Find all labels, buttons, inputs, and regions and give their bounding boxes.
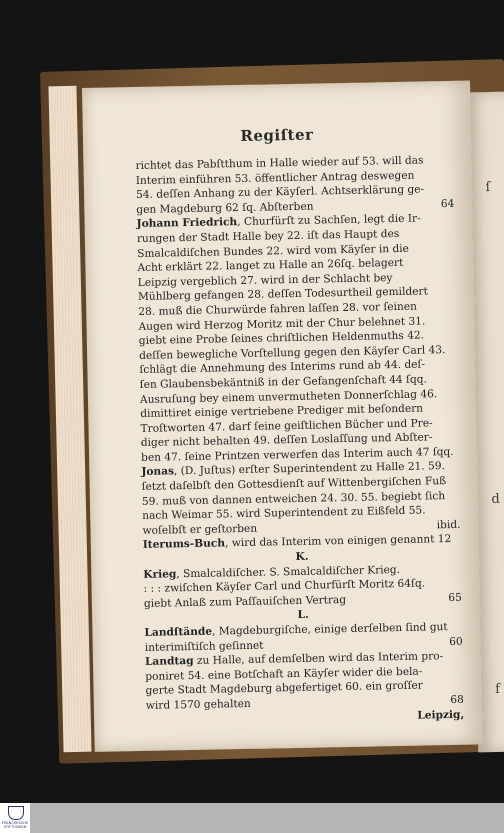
page-reference: ibid. — [436, 518, 461, 532]
line-text: L. — [297, 609, 309, 622]
line-text: Augen wird Herzog Moritz mit der Chur belehnet 31. — [138, 314, 426, 333]
line-text: diger nicht behalten 49. deſſen Loslaſſung und Abſter- — [140, 431, 433, 450]
viewer-bottom-bar — [0, 803, 504, 833]
line-text: wird 1570 gehalten — [145, 697, 251, 712]
line-text: gerte Stadt Magdeburg abgefertiget 60. ein groſſer — [145, 679, 423, 698]
line-text: Troſtworten 47. darf ſeine geiſtlichen Bücher und Pre- — [140, 417, 433, 435]
entry-keyword: Landſtände — [144, 625, 213, 639]
line-text: nach Weimar 55. wird Superintendent zu Eißfeld 55. — [142, 504, 426, 523]
line-text: poniret 54. eine Botſchaft an Käyſer wider die bela- — [145, 665, 423, 683]
line-text: : : : zwiſchen Käyſer Carl und Churfürſt Moritz 64ſq. — [143, 577, 426, 596]
line-text: Landſtände, Magdeburgiſche, einige derſelben ſind gut — [144, 621, 448, 639]
next-page-mark: ſ — [485, 179, 491, 196]
line-text: Ausruſung bey einem unvermutheten Donnerſchlag 46. — [139, 387, 438, 406]
line-text: dimittiret einige vertriebene Prediger mit beſondern — [140, 402, 424, 421]
line-text: Smalcaldiſchen Bundes 22. wird vom Käyſer in die — [137, 242, 410, 260]
entry-keyword: Krieg — [143, 567, 177, 581]
line-text: 54. deſſen Anhang zu der Käyſerl. Achtserklärung ge- — [135, 183, 425, 202]
line-text: woſelbſt er geſtorben — [142, 522, 258, 537]
line-text: ſen Glaubensbekäntniß in der Gefangenſchaft 44 ſqq. — [139, 373, 427, 391]
line-text: Iterums-Buch, wird das Interim von einigen genannt 12 — [142, 533, 452, 552]
page-reference: 68 — [450, 693, 464, 707]
catchword: Leipzig, — [417, 708, 465, 722]
line-text: Krieg, Smalcaldiſcher. S. Smalcaldiſcher Krieg. — [143, 563, 401, 581]
line-text: Mühlberg gefangen 28. deſſen Todesurtheil gemildert — [137, 285, 428, 304]
page-heading: Regiſter — [240, 125, 314, 145]
line-text: 59. muß von dannen entweichen 24. 30. 55. begiebt ſich — [141, 489, 446, 508]
entry-keyword: Jonas — [141, 465, 175, 479]
book-page — [82, 81, 483, 752]
line-text: 28. muß die Churwürde fahren laſſen 28. vor ſeinen — [138, 300, 417, 318]
institution-logo[interactable] — [0, 803, 30, 833]
next-page-mark: f — [494, 681, 501, 697]
page-reference: 65 — [448, 591, 462, 604]
entry-keyword: Iterums-Buch — [142, 537, 226, 552]
line-text: gen Magdeburg 62 ſq. Abſterben — [136, 200, 314, 216]
next-page-mark: d — [491, 491, 500, 508]
line-text: Johann Friedrich, Churfürſt zu Sachſen, legt die Ir- — [136, 212, 421, 231]
index-text — [135, 153, 464, 728]
line-text: Landtag zu Halle, auf demſelben wird das Interim pro- — [144, 650, 444, 669]
line-text: Leipzig vergeblich 27. wird in der Schlacht bey — [137, 271, 393, 289]
line-text: deſſen bewegliche Vorſtellung gegen den Käyſer Carl 43. — [139, 343, 446, 362]
line-text: giebt eine Probe ſeines chriſtlichen Heldenmuths 42. — [138, 329, 425, 348]
line-text: Jonas, (D. Juſtus) erſter Superintendent zu Halle 21. 59. — [141, 460, 446, 479]
shield-icon — [8, 806, 24, 820]
line-text: rungen der Stadt Halle bey 22. iſt das Haupt des — [136, 227, 400, 245]
entry-keyword: Johann Friedrich — [136, 216, 238, 231]
logo-text: FRANCKESCHE STIFTUNGEN — [1, 821, 29, 829]
line-text: Interim einführen 53. öffentlicher Antrag deswegen — [135, 169, 415, 187]
entry-keyword: Landtag — [144, 655, 194, 669]
line-text: K. — [295, 550, 309, 564]
line-text: richtet das Pabſtthum in Halle wieder auf 53. will das — [135, 154, 424, 172]
page-reference: 60 — [449, 635, 463, 648]
line-text: giebt Anlaß zum Paſſauiſchen Vertrag — [143, 593, 347, 610]
page-reference: 64 — [440, 197, 455, 210]
line-text: ben 47. ſeine Printzen verwerfen das Interim auch 47 ſqq. — [140, 445, 454, 464]
line-text: ſetzt daſelbſt den Gottesdienſt auf Wittenbergiſchen Fuß — [141, 475, 447, 493]
line-text: interimiſtiſch geſinnet — [144, 639, 264, 654]
line-text: ſchlägt die Annehmung des Interims rund ab 44. deſ- — [139, 358, 426, 377]
line-text: Acht erklärt 22. langet zu Halle an 26ſq. belagert — [137, 257, 404, 275]
